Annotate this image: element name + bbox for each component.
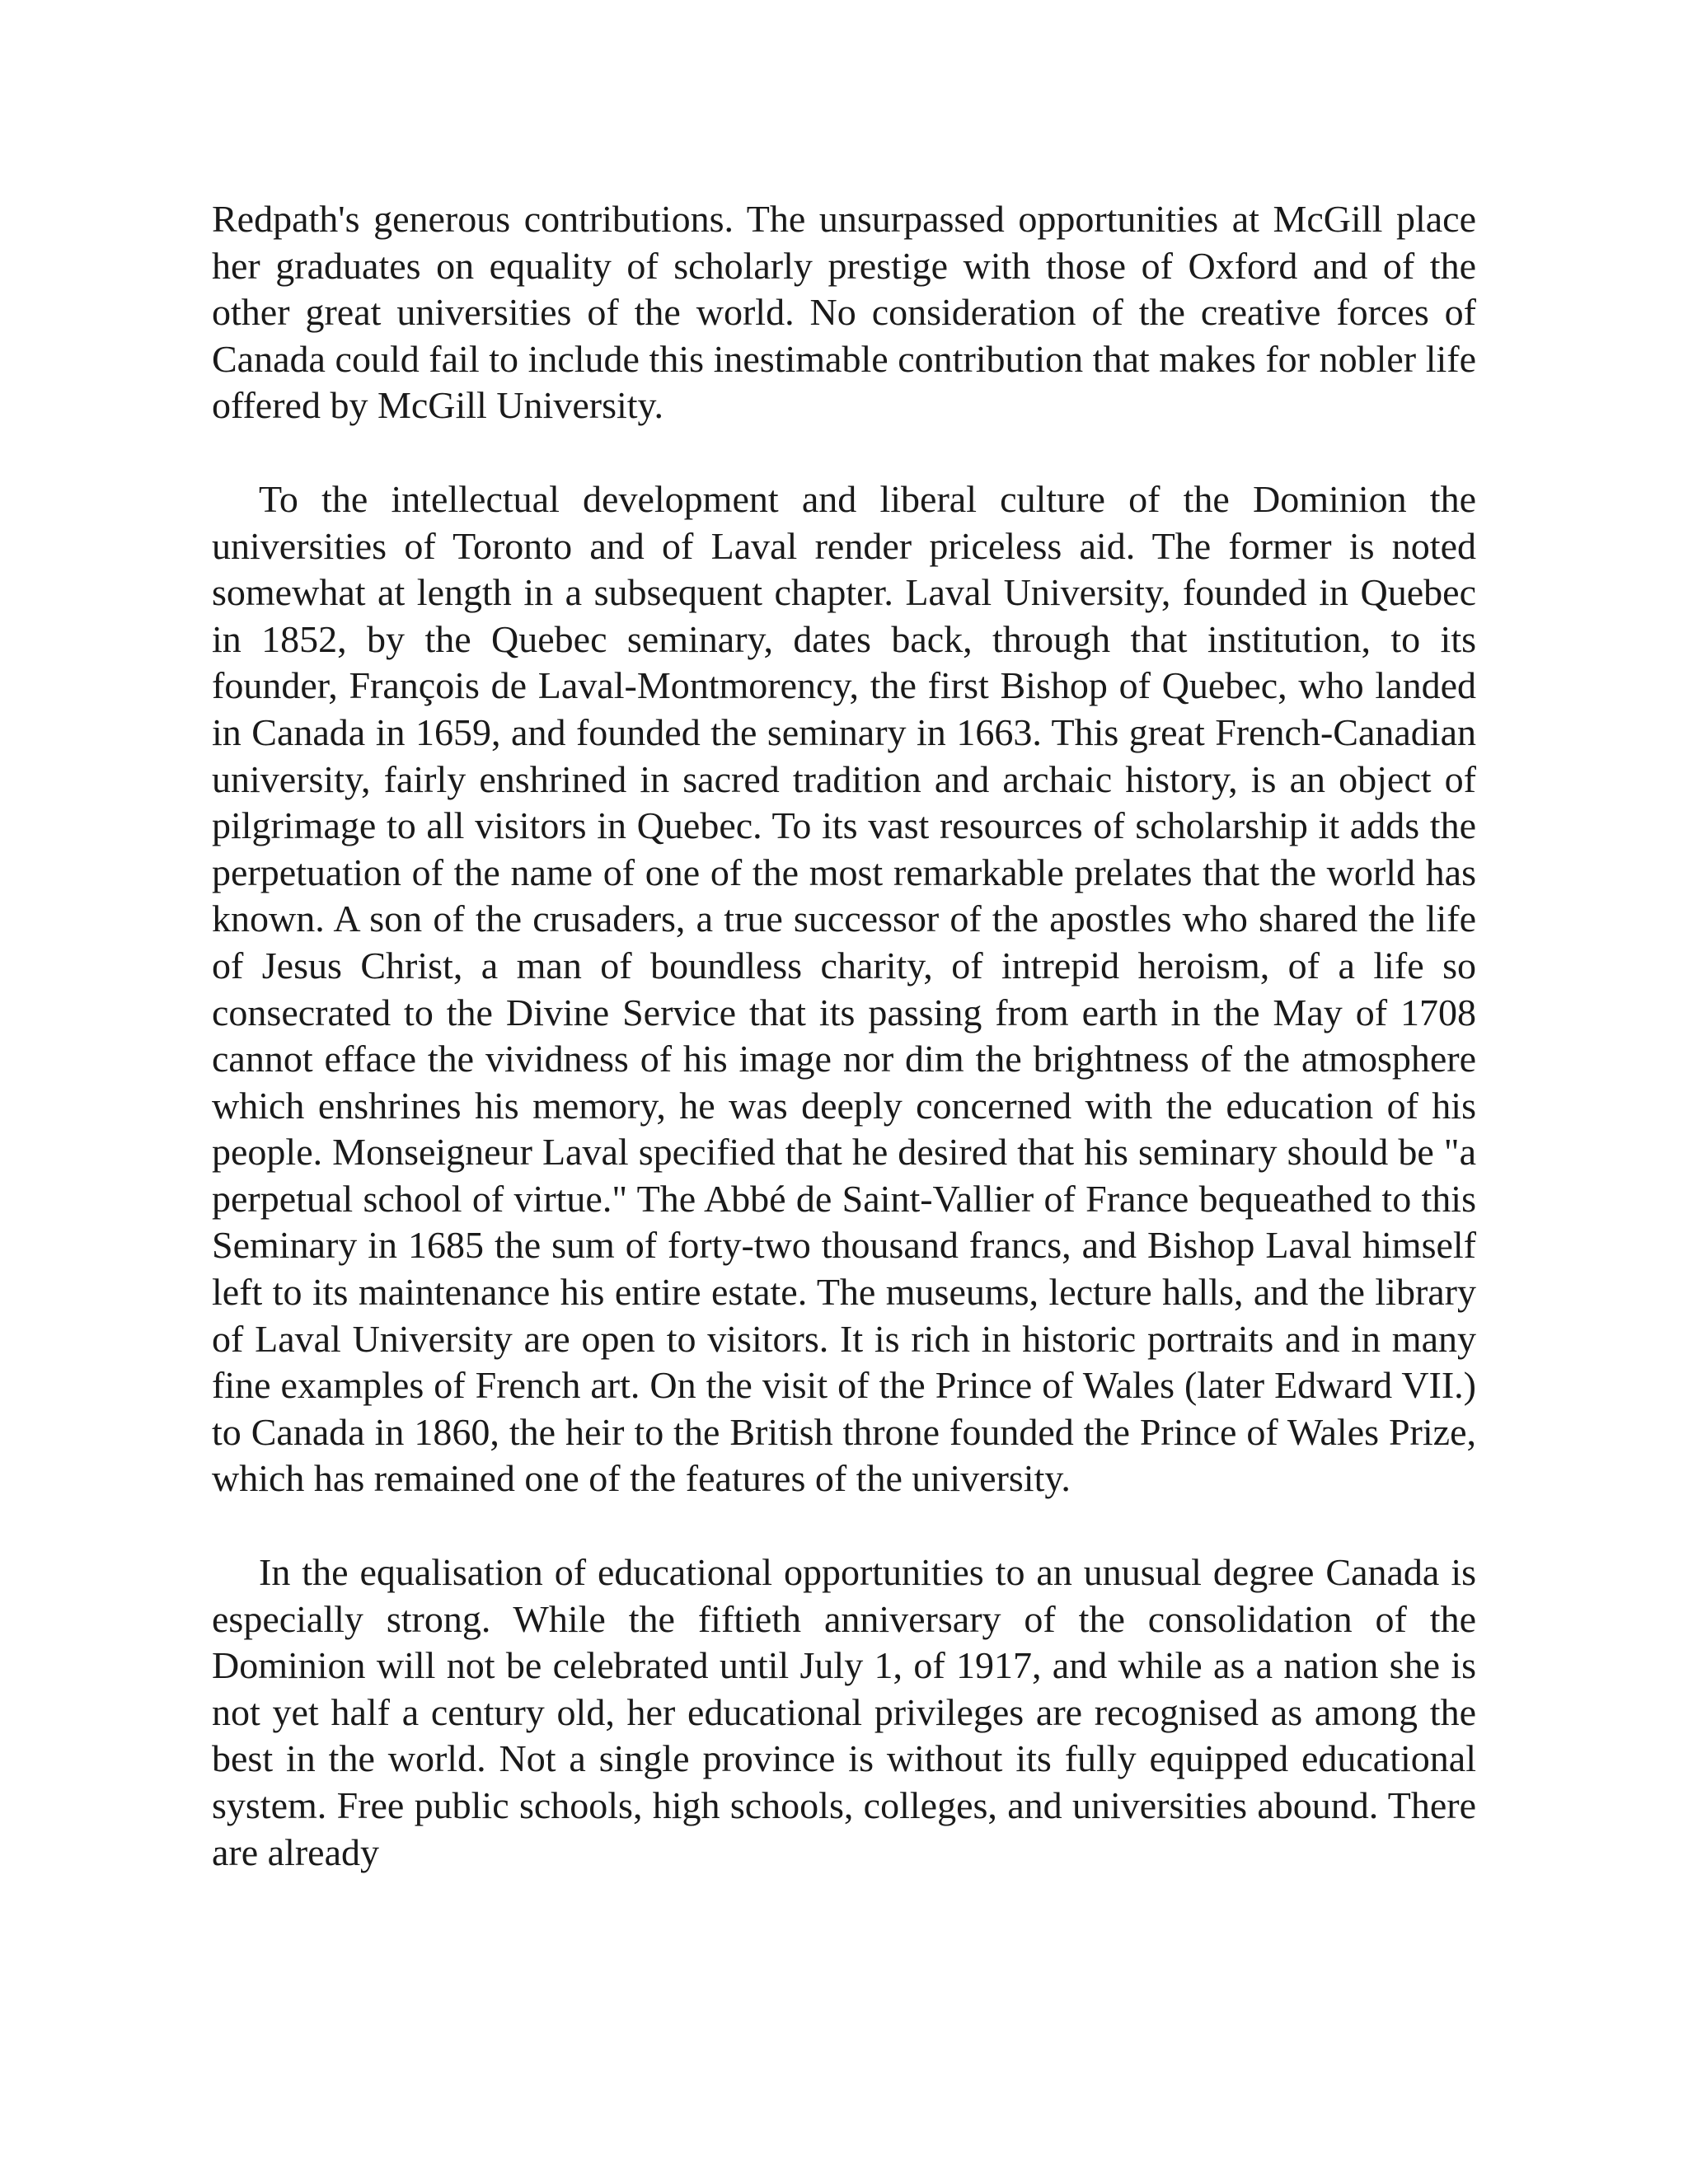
- paragraph-laval-university: To the intellectual development and liberal culture of the Dominion the universities of Toronto and of Laval render priceless aid. The former is noted somewhat at length in a subsequent chapter. Laval University, founded in Quebec in 1852, by the Quebec seminary, dates back, through that institution, to its founder, François de Laval-Montmorency, the first Bishop of Quebec, who landed in Canada in 1659, and founded the seminary in 1663. This great French-Canadian university, fairly enshrined in sacred tradition and archaic history, is an object of pilgrimage to all visitors in Quebec. To its vast resources of scholarship it adds the perpetuation of the name of one of the most remarkable prelates that the world has known. A son of the crusaders, a true successor of the apostles who shared the life of Jesus Christ, a man of boundless charity, of intrepid heroism, of a life so consecrated to the Divine Service that its passing from earth in the May of 1708 cannot efface the vividness of his image nor dim the brightness of the atmosphere which enshrines his memory, he was deeply concerned with the education of his people. Monseigneur Laval specified that he desired that his seminary should be "a perpetual school of virtue." The Abbé de Saint-Vallier of France bequeathed to this Seminary in 1685 the sum of forty-two thousand francs, and Bishop Laval himself left to its maintenance his entire estate. The museums, lecture halls, and the library of Laval University are open to visitors. It is rich in historic portraits and in many fine examples of French art. On the visit of the Prince of Wales (later Edward VII.) to Canada in 1860, the heir to the British throne founded the Prince of Wales Prize, which has remained one of the features of the university.: [212, 477, 1476, 1500]
- paragraph-mcgill: Redpath's generous contributions. The unsurpassed opportunities at McGill place her graduates on equality of scholarly prestige with those of Oxford and of the other great universities of the world. No consideration of the creative forces of Canada could fail to include this inestimable contribution that makes for nobler life offered by McGill University.: [212, 198, 1476, 427]
- paragraph-educational-opportunities: In the equalisation of educational opportunities to an unusual degree Canada is especially strong. While the fiftieth anniversary of the consolidation of the Dominion will not be celebrated until July 1, of 1917, and while as a nation she is not yet half a century old, her educational privileges are recognised as among the best in the world. Not a single province is without its fully equipped educational system. Free public schools, high schools, colleges, and universities abound. There are already: [212, 1551, 1476, 1873]
- document-page: [212, 196, 1476, 1876]
